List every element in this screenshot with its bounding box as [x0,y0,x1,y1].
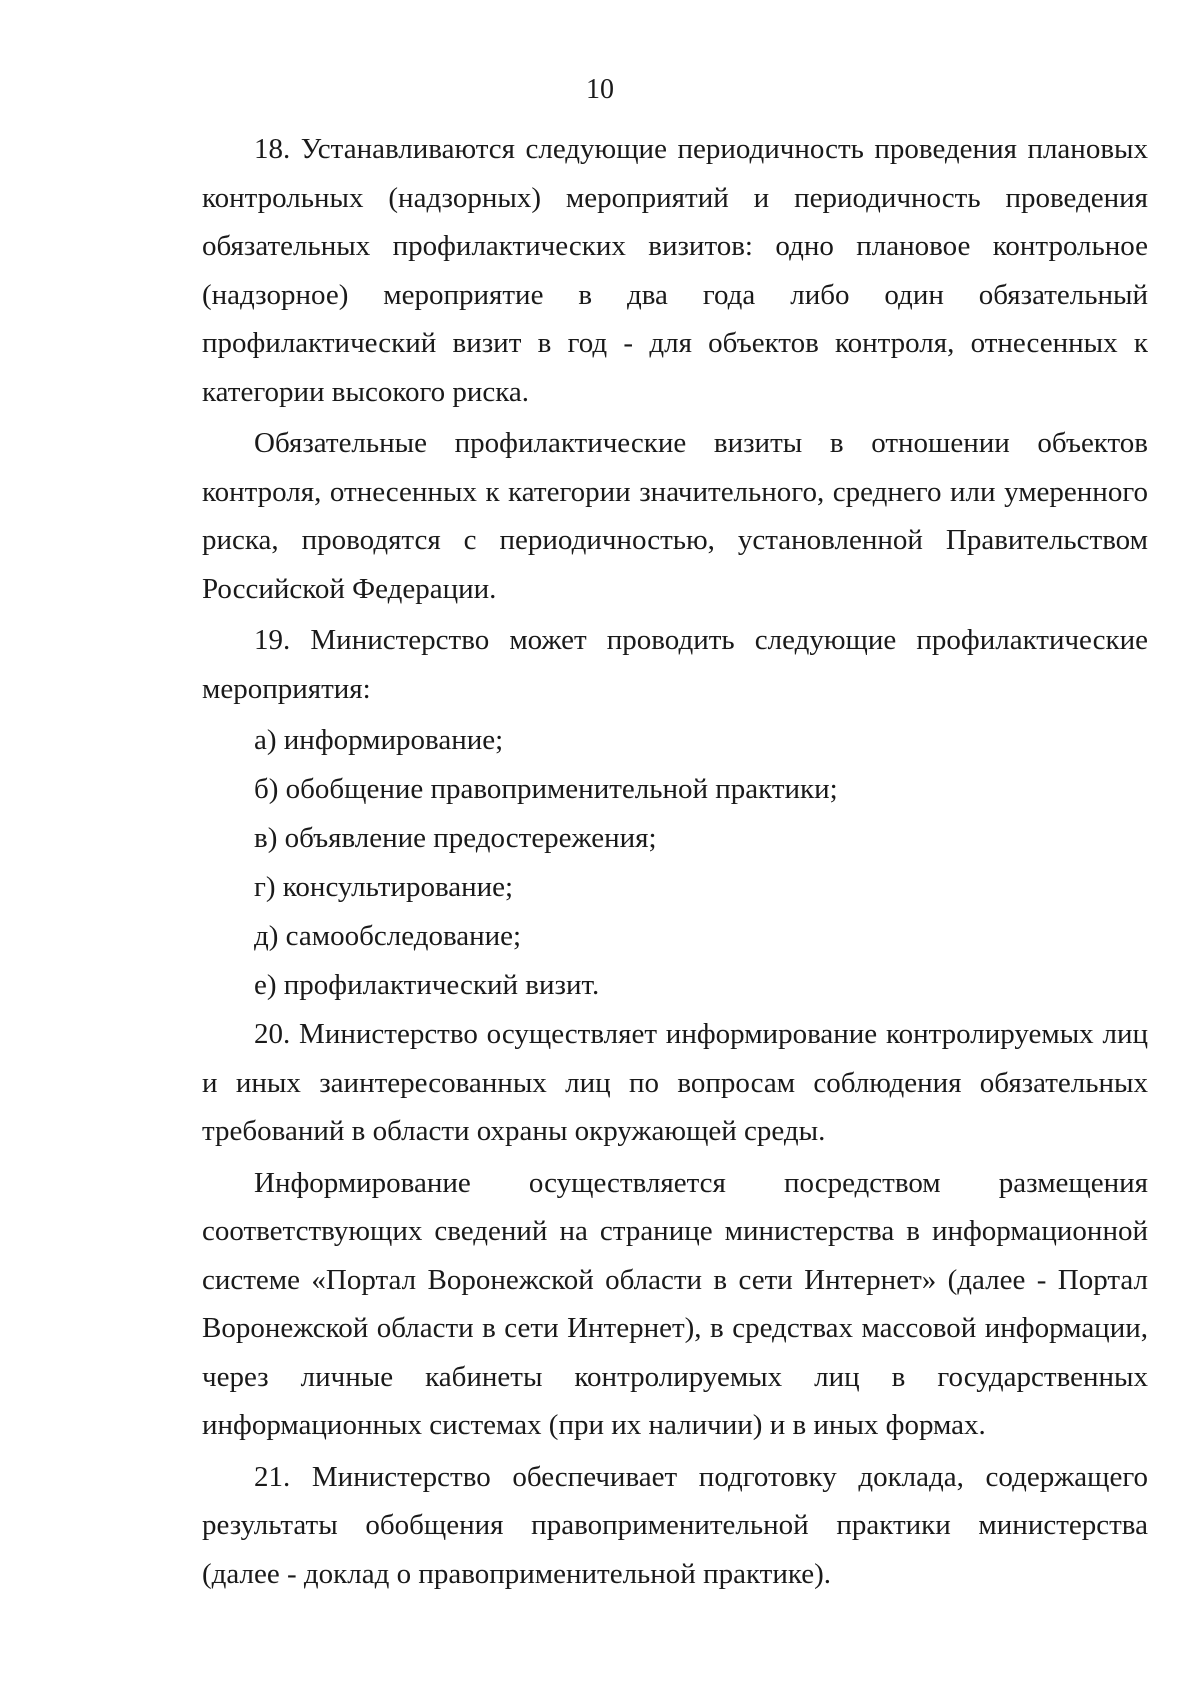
list-item: г) консультирование; [254,871,514,903]
page-number: 10 [586,74,614,105]
measures-list [202,716,1148,1010]
paragraph-20: 20. Министерство осуществляет информирование контролируемых лиц и иных заинтересованных лиц по вопросам соблюдения обязательных требований в области охраны окружающей среды. [202,1018,1148,1147]
paragraph-18: 18. Устанавливаются следующие периодичность проведения плановых контрольных (надзорных) мероприятий и периодичность проведения обязательных профилактических визитов: одно плановое контрольное (надзорное) мероприятие в два года либо один обязательный профилактический визит в год - для объектов контроля, отнесенных к категории высокого риска. [202,133,1148,408]
paragraph-21: 21. Министерство обеспечивает подготовку доклада, содержащего результаты обобщения правоприменительной практики министерства (далее - доклад о правоприменительной практике). [202,1460,1148,1590]
list-item: д) самообследование; [254,920,522,952]
list-item: в) объявление предостережения; [254,822,657,854]
paragraph-18-visits: Обязательные профилактические визиты в отношении объектов контроля, отнесенных к категории значительного, среднего или умеренного риска, проводятся с периодичностью, установленной Правительством Российской Федерации. [202,427,1148,605]
document-body [202,125,1148,1601]
paragraph-19: 19. Министерство может проводить следующие профилактические мероприятия: [202,624,1148,705]
paragraph-20-informing: Информирование осуществляется посредством размещения соответствующих сведений на странице министерства в информационной системе «Портал Воронежской области в сети Интернет» (далее - Портал Воронежской области в сети Интернет), в средствах массовой информации, через личные кабинеты контролируемых лиц в государственных информационных системах (при их наличии) и в иных формах. [202,1166,1148,1441]
list-item: е) профилактический визит. [254,969,600,1001]
list-item: б) обобщение правоприменительной практики; [254,773,838,805]
list-item: а) информирование; [254,724,504,756]
